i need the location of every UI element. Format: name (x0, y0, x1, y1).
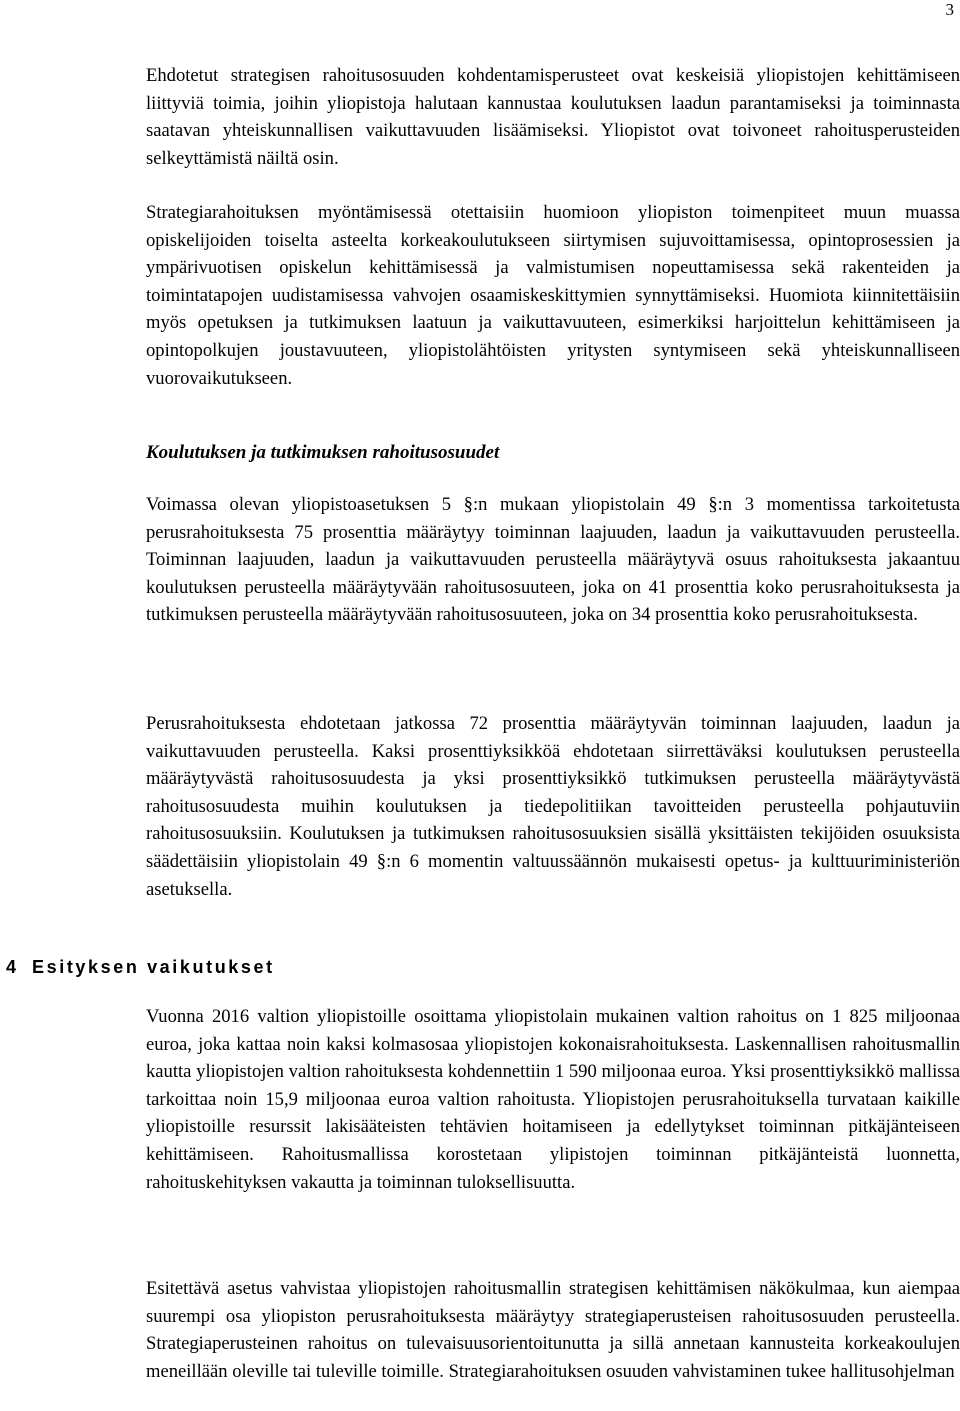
section-number: 4 (6, 957, 17, 977)
section-title: Esityksen vaikutukset (32, 957, 275, 977)
section-heading (6, 953, 275, 981)
paragraph-proposed-shares: Perusrahoituksesta ehdotetaan jatkossa 72 prosenttia määräytyvän toiminnan laajuuden, laadun ja vaikuttavuuden perusteella. Kaksi prosenttiyksikköä ehdotetaan siirrettäväksi koulutuksen perusteella määräytyvästä rahoitusosuudesta ja yksi prosenttiyksikkö tutkimuksen perusteella määräytyvästä rahoitusosuudesta muihin koulutuksen ja tiedepolitiikan tavoitteiden perusteella pohjautuviin rahoitusosuuksiin. Koulutuksen ja tutkimuksen rahoitusosuuksien sisällä yksittäisten tekijöiden osuuksista säädettäisiin yliopistolain 49 §:n 6 momentin valtuussäännön mukaisesti opetus- ja kulttuuriministeriön asetuksella. (146, 713, 960, 900)
paragraph-current-decree: Voimassa olevan yliopistoasetuksen 5 §:n mukaan yliopistolain 49 §:n 3 momentissa tarkoitetusta perusrahoituksesta 75 prosenttia määräytyy toiminnan laajuuden, laadun ja vaikuttavuuden perusteella. Toiminnan laajuuden, laadun ja vaikuttavuuden perusteella määräytyvä osuus rahoituksesta jakaantuu koulutuksen perusteella määräytyvään rahoitusosuuteen, joka on 41 prosenttia koko perusrahoituksesta ja tutkimuksen perusteella määräytyvään rahoitusosuuteen, joka on 34 prosenttia koko perusrahoituksesta. (146, 494, 960, 626)
paragraph-strategy-funding: Strategiarahoituksen myöntämisessä otettaisiin huomioon yliopiston toimenpiteet muun muassa opiskelijoiden toiselta asteelta korkeakoulutukseen siirtymisen sujuvoittamisessa, opintoprosessien ja ympärivuotisen opiskelun kehittämisessä ja valmistumisen nopeuttamisessa sekä rakenteiden ja toimintatapojen uudistamisessa vahvojen osaamiskeskittymien synnyttämiseksi. Huomiota kiinnitettäisiin myös opetuksen ja tutkimuksen laatuun ja vaikuttavuuteen, esimerkiksi harjoittelun kehittämiseen ja opintopolkujen joustavuuteen, yliopistolähtöisten yritysten syntymiseen sekä yhteiskunnalliseen vuorovaikutukseen. (146, 202, 960, 389)
sub-heading-funding-shares: Koulutuksen ja tutkimuksen rahoitusosuudet (146, 442, 500, 463)
paragraph-strategic-perspective: Esitettävä asetus vahvistaa yliopistojen rahoitusmallin strategisen kehittämisen näkökulmaa, kun aiempaa suurempi osa yliopiston perusrahoituksesta määräytyy strategiaperusteisen rahoitusosuuden perusteella. Strategiaperusteinen rahoitus on tulevaisuusorientoitunutta ja sillä annetaan kannusteita korkeakoulujen meneillään oleville tai tuleville toimille. Strategiarahoituksen osuuden vahvistaminen tukee hallitusohjelman (146, 1278, 960, 1382)
page-number: 3 (945, 0, 954, 19)
paragraph-2016-funding: Vuonna 2016 valtion yliopistoille osoittama yliopistolain mukainen valtion rahoitus on 1 825 miljoonaa euroa, joka kattaa noin kaksi kolmasosaa yliopistojen kokonaisrahoituksesta. Laskennallisen rahoitusmallin kautta yliopistojen valtion rahoituksesta kohdennettiin 1 590 miljoonaa euroa. Yksi prosenttiyksikkö mallissa tarkoittaa noin 15,9 miljoonaa euroa valtion rahoitusta. Yliopistojen perusrahoituksella turvataan kaikille yliopistoille resurssit lakisääteisten tehtävien hoitamiseen ja edellytykset toiminnan pitkäjänteiseen kehittämiseen. Rahoitusmallissa korostetaan ylipistojen toiminnan pitkäjänteistä luonnetta, rahoituskehityksen vakautta ja toiminnan tuloksellisuutta. (146, 1006, 960, 1193)
paragraph-strategic-criteria: Ehdotetut strategisen rahoitusosuuden kohdentamisperusteet ovat keskeisiä yliopistojen kehittämiseen liittyviä toimia, joihin yliopistoja halutaan kannustaa koulutuksen laadun parantamiseksi ja toiminnasta saatavan yhteiskunnallisen vaikuttavuuden lisäämiseksi. Yliopistot ovat toivoneet rahoitusperusteiden selkeyttämistä näiltä osin. (146, 65, 960, 169)
